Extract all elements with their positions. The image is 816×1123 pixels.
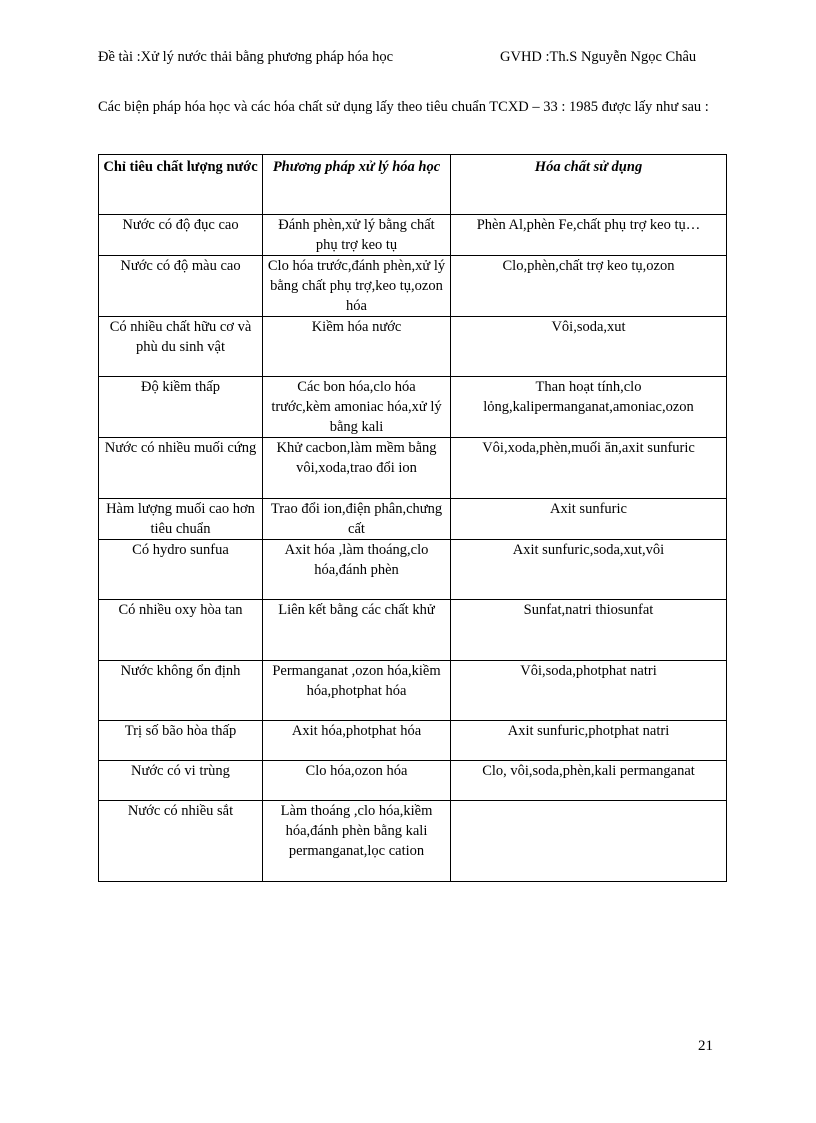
cell-quality: Có nhiều oxy hòa tan [99,600,263,661]
table-row [99,499,727,540]
intro-paragraph: Các biện pháp hóa học và các hóa chất sử dụng lấy theo tiêu chuẩn TCXD – 33 : 1985 được lấy như sau : [98,99,709,115]
cell-method: Đánh phèn,xử lý bằng chất phụ trợ keo tụ [263,215,451,256]
cell-method: Làm thoáng ,clo hóa,kiềm hóa,đánh phèn bằng kali permanganat,lọc cation [263,801,451,882]
table-row [99,256,727,317]
cell-method: Axit hóa,photphat hóa [263,721,451,761]
table-row [99,721,727,761]
cell-quality: Nước có nhiều muối cứng [99,438,263,499]
cell-quality: Nước có nhiều sắt [99,801,263,882]
cell-chemicals: Sunfat,natri thiosunfat [451,600,727,661]
header-water-quality: Chỉ tiêu chất lượng nước [99,155,263,215]
cell-method: Các bon hóa,clo hóa trước,kèm amoniac hóa,xử lý bằng kali [263,377,451,438]
cell-quality: Có hydro sunfua [99,540,263,600]
cell-quality: Nước có độ đục cao [99,215,263,256]
table-row [99,215,727,256]
cell-method: Axit hóa ,làm thoáng,clo hóa,đánh phèn [263,540,451,600]
cell-chemicals: Clo,phèn,chất trợ keo tụ,ozon [451,256,727,317]
cell-chemicals: Than hoạt tính,clo lỏng,kalipermanganat,amoniac,ozon [451,377,727,438]
page-number: 21 [698,1038,713,1054]
cell-method: Clo hóa,ozon hóa [263,761,451,801]
table-row [99,438,727,499]
cell-method: Clo hóa trước,đánh phèn,xử lý bằng chất phụ trợ,keo tụ,ozon hóa [263,256,451,317]
chemical-methods-table [98,154,727,882]
topic-title: Đề tài :Xử lý nước thải bằng phương pháp hóa học [98,49,394,65]
cell-quality: Có nhiều chất hữu cơ và phù du sinh vật [99,317,263,377]
cell-method: Kiềm hóa nước [263,317,451,377]
cell-method: Trao đổi ion,điện phân,chưng cất [263,499,451,540]
cell-chemicals [451,801,727,882]
table-row [99,600,727,661]
cell-quality: Nước không ổn định [99,661,263,721]
table-row [99,661,727,721]
cell-method: Khử cacbon,làm mềm bằng vôi,xoda,trao đổi ion [263,438,451,499]
cell-chemicals: Clo, vôi,soda,phèn,kali permanganat [451,761,727,801]
table-row [99,540,727,600]
table-row [99,377,727,438]
cell-chemicals: Vôi,xoda,phèn,muối ăn,axit sunfuric [451,438,727,499]
advisor-name: GVHD :Th.S Nguyễn Ngọc Châu [500,49,697,65]
cell-chemicals: Axit sunfuric,soda,xut,vôi [451,540,727,600]
cell-quality: Hàm lượng muối cao hơn tiêu chuẩn [99,499,263,540]
cell-quality: Độ kiềm thấp [99,377,263,438]
cell-chemicals: Axit sunfuric [451,499,727,540]
table-row [99,761,727,801]
cell-chemicals: Phèn Al,phèn Fe,chất phụ trợ keo tụ… [451,215,727,256]
cell-quality: Nước có vi trùng [99,761,263,801]
header-chemicals-used: Hóa chất sử dụng [451,155,727,215]
cell-method: Permanganat ,ozon hóa,kiềm hóa,photphat hóa [263,661,451,721]
cell-quality: Nước có độ màu cao [99,256,263,317]
table-header-row [99,155,727,215]
header-treatment-method: Phương pháp xử lý hóa học [263,155,451,215]
cell-chemicals: Vôi,soda,xut [451,317,727,377]
cell-chemicals: Vôi,soda,photphat natri [451,661,727,721]
table-row [99,317,727,377]
cell-method: Liên kết bằng các chất khử [263,600,451,661]
cell-chemicals: Axit sunfuric,photphat natri [451,721,727,761]
table-row [99,801,727,882]
cell-quality: Trị số bão hòa thấp [99,721,263,761]
